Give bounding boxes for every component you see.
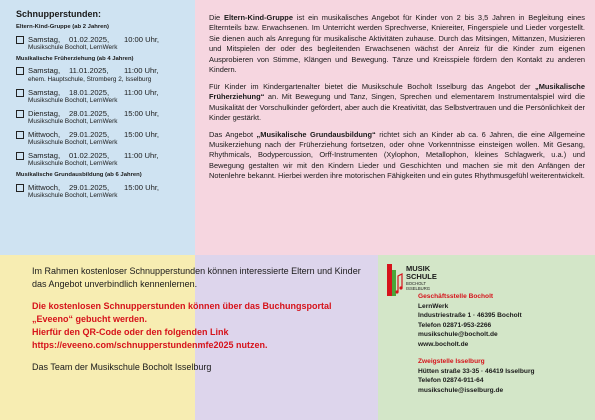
entry-day: Mittwoch, [28,182,61,192]
program-name: „Musikalische Grundausbildung“ [256,129,376,139]
note-head-icon [395,290,398,293]
entry-date: 29.01.2025, [69,130,110,140]
booking-info [32,265,372,382]
schedule-entry [10,183,192,200]
entry-details [28,183,192,200]
paragraph-grundausbildung: Das Angebot „Musikalische Grundausbildung“ richtet sich an Kinder ab ca. 6 Jahren, die eine Allgemeine Musikerziehung nach der Früherziehung fortsetzen, oder ohne Vorkenntnisse einsteigen wollen. Mit Gesang, Rhythmicals, Bodypercussion, Orff-Instrumenten (Xylophon, Metallophon, kleines Schlagwerk, u.a.) und Bewegung gestalten wir mit den Kindern Lieder und Geschichten und machen sie mit den Anfängen der Notenlehre bekannt. Hierbei werden ihre motorischen Fähigkeiten und ein gutes Rhythmusgefühl weiterentwickelt. [209,129,585,181]
contact-email[interactable]: musikschule@isselburg.de [418,386,504,394]
schedule [10,10,192,204]
entry-date: 01.02.2025, [69,34,110,44]
checkbox[interactable] [16,184,24,192]
schedule-group-title: Eltern-Kind-Gruppe (ab 2 Jahren) [16,24,109,31]
entry-details [28,35,192,52]
logo-bar-red [387,264,392,296]
entry-day: Samstag, [28,151,61,161]
entry-datetime [28,130,192,139]
schedule-group-title: Musikalische Früherziehung (ab 4 Jahren) [16,55,134,62]
paragraph-frueherziehung: Für Kinder im Kindergartenalter bietet die Musikschule Bocholt Isselburg das Angebot der „Musikalische Früherziehung“ an. Mit Bewegung und Tanz, Singen, Sprechen und elementarem Instrumentalspiel wird die Musikalität der Vorschulkinder gefördert, aber auch die Kreativität, das Selbstvertrauen und die Persönlichkeit der Kinder gestärkt. [209,81,585,123]
checkbox[interactable] [16,67,24,75]
entry-day: Samstag, [28,34,61,44]
schedule-entry [10,151,192,168]
entry-time: 15:00 Uhr, [124,130,160,140]
entry-datetime [28,88,192,97]
entry-date: 18.01.2025, [69,87,110,97]
checkbox[interactable] [16,152,24,160]
contact-website[interactable]: www.bocholt.de [418,340,469,348]
schedule-entry [10,109,192,126]
contact-address: Industriestraße 1 · 46395 Bocholt [418,312,522,319]
contact-phone: Telefon 02871-953-2266 [418,321,492,329]
program-name: „Musikalische Früherziehung“ [209,81,585,102]
entry-datetime [28,66,192,75]
logo-text-bocholt: BOCHOLT [406,281,426,286]
note-head-icon [399,286,402,289]
entry-location: Musikschule Bocholt, LernWerk [28,118,118,126]
entry-datetime [28,109,192,118]
contact-isselburg [418,357,593,395]
entry-time: 15:00 Uhr, [124,108,160,118]
entry-details [28,88,192,105]
entry-day: Mittwoch, [28,130,61,140]
logo-text-schule: SCHULE [406,272,437,281]
entry-details [28,109,192,126]
entry-datetime [28,151,192,160]
entry-date: 29.01.2025, [69,182,110,192]
booking-instructions: Die kostenlosen Schnupperstunden können über das Buchungsportal „Eveeno“ gebucht werden. Hierfür den QR-Code oder den folgenden Link https://eveeno.com/schnupperstundenmfe2025 nutzen. [32,300,332,351]
entry-details [28,66,192,83]
entry-location: Musikschule Bocholt, LernWerk [28,96,118,104]
contact-phone: Telefon 02874-911-64 [418,377,484,384]
contact-heading: Zweigstelle Isselburg [418,358,485,365]
checkbox[interactable] [16,131,24,139]
entry-date: 01.02.2025, [69,151,110,161]
checkbox[interactable] [16,36,24,44]
contact-heading: Geschäftsstelle Bocholt [418,293,494,300]
schedule-group-title: Musikalische Grundausbildung (ab 6 Jahren) [16,172,142,179]
program-descriptions [209,13,585,188]
entry-day: Samstag, [28,66,61,76]
contact-line: LernWerk [418,302,449,310]
entry-location: Musikschule Bocholt, LernWerk [28,43,118,51]
booking-link[interactable]: https://eveeno.com/schnupperstundenmfe2025 nutzen. [32,340,268,351]
entry-location: ehem. Hauptschule, Stromberg 2, Isselburg [28,75,152,83]
logo-text-isselburg: ISSELBURG [406,286,430,291]
schedule-entry [10,35,192,52]
contact-address: Hütten straße 33-35 · 46419 Isselburg [418,367,535,375]
entry-time: 15:00 Uhr, [124,182,160,192]
entry-location: Musikschule Bocholt, LernWerk [28,139,118,147]
entry-details [28,151,192,168]
intro-text: Im Rahmen kostenloser Schnupperstunden können interessierte Eltern und Kinder das Angebot unverbindlich kennenlernen. [32,266,361,290]
schedule-groups [10,24,192,200]
schedule-entry [10,130,192,147]
logo-bar-green [392,270,396,296]
schedule-entry [10,88,192,105]
logo-text-musik: MUSIK [406,264,431,273]
contact-addresses [418,292,593,403]
checkbox[interactable] [16,89,24,97]
entry-day: Dienstag, [28,108,61,118]
signoff: Das Team der Musikschule Bocholt Isselburg [32,361,212,372]
entry-location: Musikschule Bocholt, LernWerk [28,192,118,200]
entry-time: 10:00 Uhr, [124,34,160,44]
contact-bocholt [418,292,593,349]
entry-datetime [28,183,192,192]
paragraph-eltern-kind: Die Eltern-Kind-Gruppe ist ein musikalisches Angebot für Kinder von 2 bis 3,5 Jahren in Begleitung eines Elternteils bzw. Erwachsenen. Im Unterricht werden Sprechverse, Kniereiter, Fingerspiele und Lieder vorgestellt. Sie dienen auch als Anregung für musikalische Aktivitäten zuhause. Durch das Mitsingen, Mittanzen, Musizieren und Mitspielen der oder des begleitenden Erwachsenen wächst der Anreiz für die Kinder zum eigenen Ausprobieren von Stimme, Klängen und Bewegung. Tänze und Kreisspiele fördern den Kontakt zu anderen Kindern. [209,13,585,75]
entry-time: 11:00 Uhr, [124,87,159,97]
schedule-entry [10,66,192,83]
entry-datetime [28,35,192,44]
entry-location: Musikschule Bocholt, LernWerk [28,160,118,168]
entry-details [28,130,192,147]
schedule-title: Schnupperstunden: [16,9,101,19]
entry-day: Samstag, [28,87,61,97]
entry-time: 11:00 Uhr, [124,66,159,76]
contact-email[interactable]: musikschule@bocholt.de [418,331,498,338]
checkbox[interactable] [16,110,24,118]
entry-time: 11:00 Uhr, [124,151,159,161]
entry-date: 11.01.2025, [69,66,109,76]
program-name: Eltern-Kind-Gruppe [223,13,293,22]
entry-date: 28.01.2025, [69,108,110,118]
